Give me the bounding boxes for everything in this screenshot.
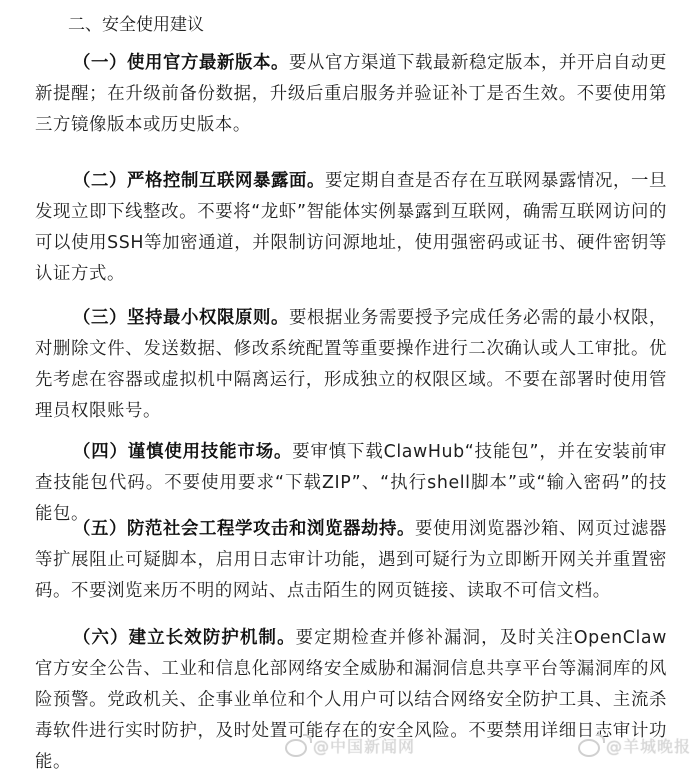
paragraph-3-heading: （三）坚持最小权限原则。 xyxy=(73,308,289,328)
paragraph-3-body: 要根据业务需要授予完成任务必需的最小权限，对删除文件、发送数据、修改系统配置等重要操作进行二次确认或人工审批。优先考虑在容器或虚拟机中隔离运行，形成独立的权限区域。不要在部署时使用管理员权限账号。 xyxy=(35,308,667,421)
paragraph-2-body: 要定期自查是否存在互联网暴露情况，一旦发现立即下线整改。不要将“龙虾”智能体实例暴露到互联网，确需互联网访问的可以使用SSH等加密通道，并限制访问源地址，使用强密码或证书、硬件密钥等认证方式。 xyxy=(35,171,667,284)
paragraph-6-heading: （六）建立长效防护机制。 xyxy=(73,628,296,648)
paragraph-5-heading: （五）防范社会工程学攻击和浏览器劫持。 xyxy=(73,519,415,539)
paragraph-6-body: 要定期检查并修补漏洞，及时关注OpenClaw官方安全公告、工业和信息化部网络安全威胁和漏洞信息共享平台等漏洞库的风险预警。党政机关、企事业单位和个人用户可以结合网络安全防护工具、主流杀毒软件进行实时防护，及时处置可能存在的安全风险。不要禁用详细日志审计功能。 xyxy=(35,628,668,772)
paragraph-3 xyxy=(35,303,667,427)
weibo-icon xyxy=(285,739,307,757)
paragraph-2-heading: （二）严格控制互联网暴露面。 xyxy=(73,171,325,191)
paragraph-1-heading: （一）使用官方最新版本。 xyxy=(73,53,289,73)
paragraph-5-body: 要使用浏览器沙箱、网页过滤器等扩展阻止可疑脚本，启用日志审计功能，遇到可疑行为立即断开网关并重置密码。不要浏览来历不明的网站、点击陌生的网页链接、读取不可信文档。 xyxy=(35,519,667,601)
paragraph-2 xyxy=(35,166,667,290)
watermark-chinanews xyxy=(285,734,415,757)
paragraph-4-heading: （四）谨慎使用技能市场。 xyxy=(73,442,293,462)
watermark-chinanews-text: @中国新闻网 xyxy=(313,737,416,756)
paragraph-4-body: 要审慎下载ClawHub“技能包”，并在安装前审查技能包代码。不要使用要求“下载ZIP”、“执行shell脚本”或“输入密码”的技能包。 xyxy=(35,442,667,524)
weibo-icon xyxy=(578,739,600,757)
watermark-ycwb-text: @羊城晚报 xyxy=(606,737,692,756)
section-title: 二、安全使用建议 xyxy=(68,15,204,35)
paragraph-1 xyxy=(35,48,667,141)
paragraph-1-body: 要从官方渠道下载最新稳定版本，并开启自动更新提醒；在升级前备份数据，升级后重启服务并验证补丁是否生效。不要使用第三方镜像版本或历史版本。 xyxy=(35,53,667,135)
watermark-ycwb xyxy=(578,734,691,757)
paragraph-5 xyxy=(35,514,667,607)
